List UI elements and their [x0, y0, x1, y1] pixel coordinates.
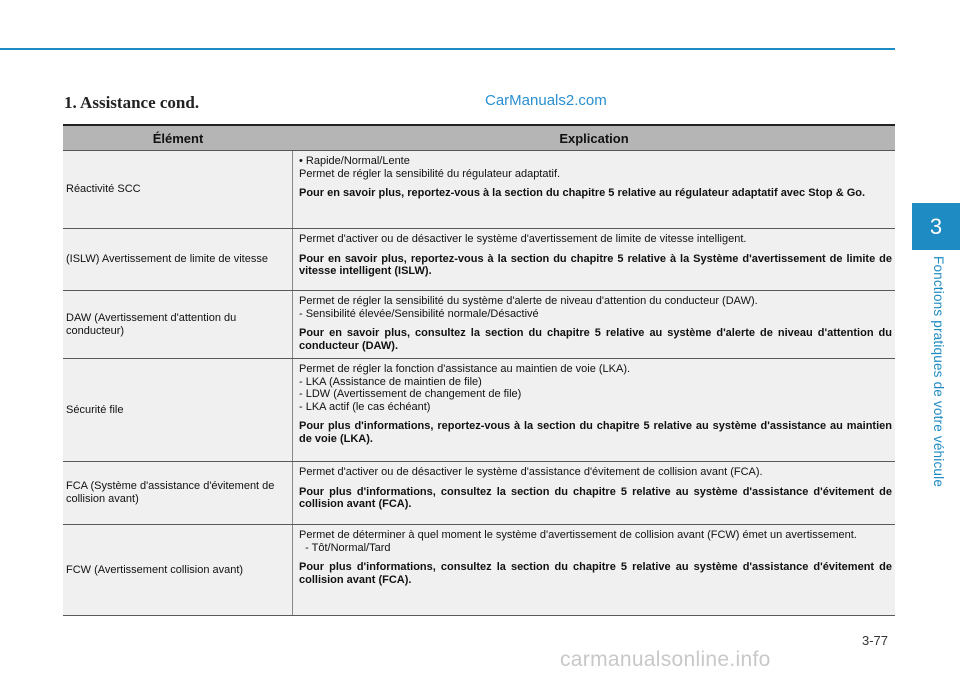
reference-note: Pour plus d'informations, consultez la section du chapitre 5 relative au système d'assistance d'évitement de collision avant (FCA). [299, 485, 892, 510]
row-label: FCA (Système d'assistance d'évitement de collision avant) [63, 462, 293, 524]
reference-note: Pour plus d'informations, reportez-vous à la section du chapitre 5 relative au système d'assistance au maintien de voie (LKA). [299, 420, 892, 445]
table-header [63, 126, 895, 151]
row-label: (ISLW) Avertissement de limite de vitesse [63, 229, 293, 290]
page-number: 3-77 [862, 633, 889, 648]
top-rule [0, 48, 895, 50]
row-description [293, 291, 895, 358]
description-line: - LKA (Assistance de maintien de file) [299, 375, 482, 388]
table-body [63, 151, 895, 616]
reference-note: Pour plus d'informations, consultez la section du chapitre 5 relative au système d'assistance d'évitement de collision avant (FCA). [299, 561, 892, 586]
description-line: - LKA actif (le cas échéant) [299, 400, 431, 413]
description-line: Permet de régler la fonction d'assistance au maintien de voie (LKA). [299, 363, 631, 375]
chapter-side-label: Fonctions pratiques de votre véhicule [931, 256, 946, 488]
header-element: Élément [152, 130, 204, 146]
row-description [293, 151, 895, 228]
row-description [293, 359, 895, 461]
table-row [63, 229, 895, 291]
footer-watermark: carmanualsonline.info [560, 648, 771, 671]
reference-note: Pour en savoir plus, reportez-vous à la section du chapitre 5 relative au régulateur adaptatif avec Stop & Go. [299, 187, 866, 199]
table-row [63, 151, 895, 229]
reference-note: Pour en savoir plus, reportez-vous à la section du chapitre 5 relative à la Système d'avertissement de limite de vitesse intelligent (ISLW). [299, 252, 892, 277]
description-line: Permet de régler la sensibilité du régulateur adaptatif. [299, 167, 561, 180]
row-description [293, 229, 895, 290]
row-label: FCW (Avertissement collision avant) [63, 525, 293, 615]
watermark-logo: CarManuals2.com [485, 92, 607, 109]
table-row [63, 359, 895, 462]
reference-note: Pour en savoir plus, consultez la section du chapitre 5 relative au système d'alerte de niveau d'attention du conducteur (DAW). [299, 327, 892, 352]
description-line: - Sensibilité élevée/Sensibilité normale/Désactivé [299, 307, 539, 320]
header-explication: Explication [559, 130, 629, 146]
settings-table [63, 124, 895, 616]
row-label: Sécurité file [63, 359, 293, 461]
description-line: • Rapide/Normal/Lente [299, 155, 410, 167]
table-row [63, 291, 895, 359]
description-line: - Tôt/Normal/Tard [299, 541, 391, 554]
row-label: Réactivité SCC [63, 151, 293, 228]
row-description [293, 525, 895, 615]
table-row [63, 462, 895, 525]
row-description [293, 462, 895, 524]
description-line: Permet de régler la sensibilité du système d'alerte de niveau d'attention du conducteur (DAW). [299, 295, 758, 307]
row-label: DAW (Avertissement d'attention du conducteur) [63, 291, 293, 358]
description-line: - LDW (Avertissement de changement de file) [299, 388, 522, 400]
chapter-tab: 3 [912, 203, 960, 250]
table-row [63, 525, 895, 616]
section-title: 1. Assistance cond. [64, 93, 200, 112]
description-line: Permet de déterminer à quel moment le système d'avertissement de collision avant (FCW) émet un avertissement. [299, 529, 857, 541]
description-line: Permet d'activer ou de désactiver le système d'avertissement de limite de vitesse intelligent. [299, 233, 747, 245]
description-line: Permet d'activer ou de désactiver le système d'assistance d'évitement de collision avant (FCA). [299, 466, 763, 478]
